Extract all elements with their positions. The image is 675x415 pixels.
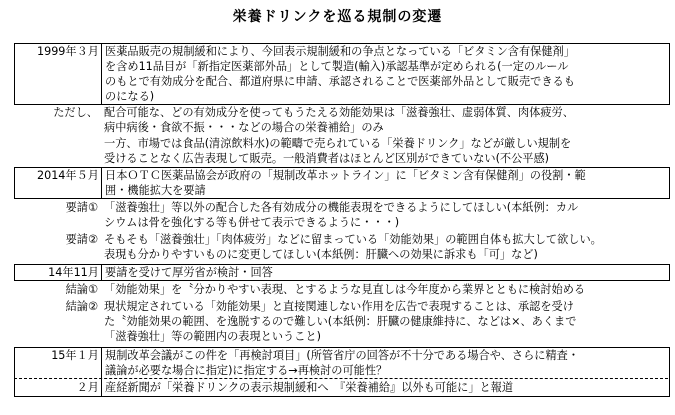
row-text-line: 現状規定されている「効能効果」と直接関連しない作用を広告で表現することは、承認を受け	[104, 300, 574, 313]
row-text-line: 規制改革会議がこの件を「再検討項目」(所管省庁の回答が不十分である場合や、さらに精査・	[105, 349, 580, 362]
row-note-label: ただし、	[53, 106, 98, 119]
row-date: 14年11月	[48, 266, 99, 279]
row-text-line: シウムは骨を強化する等も併せて表示できるように・・・)	[104, 216, 400, 229]
row-text-line: 議論が必要な場合に指定)に指定する→再検討の可能性？	[105, 364, 388, 377]
row-request-label: 要請②	[65, 233, 98, 246]
timeline-row-2014-05	[14, 167, 670, 199]
row-text-line: 「効能効果」を〝分かりやすい表現、とするような見直しは今年度から業界とともに検討始める	[104, 283, 586, 296]
row-conclusion-label: 結論①	[65, 283, 98, 296]
timeline-row-2014-11	[14, 264, 670, 281]
timeline-row-note	[14, 105, 668, 135]
row-text-line: そもそも「滋養強壮」「肉体疲労」などに留まっている「効能効果」の範囲自体も拡大して欲しい。	[104, 233, 602, 246]
timeline-row-market	[14, 136, 668, 166]
timeline-row-conclusion-1	[14, 282, 668, 297]
column-divider	[101, 265, 102, 280]
row-text-line: 受けることなく広告表現して販売。一般消費者はほとんど区別ができていない(不公平感)	[104, 152, 550, 165]
row-text-line: を含め11品目が「新指定医薬部外品」として製造(輸入)承認基準が定められる(一定のルール	[105, 60, 569, 73]
row-conclusion-label: 結論②	[65, 300, 98, 313]
row-date: 2014年５月	[36, 169, 99, 182]
row-text-line: 日本ＯＴＣ医薬品協会が政府の「規制改革ホットライン」に「ビタミン含有保健剤」の役割・範	[105, 169, 586, 182]
row-text-line: 配合可能な、どの有効成分を使ってもうたえる効能効果は「滋養強壮、虚弱体質、肉体疲労、	[104, 106, 574, 119]
column-divider	[101, 168, 102, 198]
page-title: 栄養ドリンクを巡る規制の変遷	[232, 9, 443, 25]
row-text-line: 「滋養強壮」等の範囲内の表現ということ)	[104, 330, 321, 343]
timeline-row-request-1	[14, 200, 668, 230]
row-text-line: 病中病後・食欲不振・・・などの場合の栄養補給」のみ	[104, 121, 384, 134]
row-request-label: 要請①	[65, 201, 98, 214]
row-text-line: 「滋養強壮」等以外の配合した各有効成分の機能表現をできるようにしてほしい(本紙例：カル	[104, 201, 579, 214]
row-text-line: 要請を受けて厚労省が検討・回答	[105, 266, 273, 279]
column-divider	[101, 44, 102, 104]
row-text-line: 医薬品販売の規制緩和により、今回表示規制緩和の争点となっている「ビタミン含有保健剤」	[105, 45, 575, 58]
row-date: ２月	[76, 381, 99, 394]
row-date: 15年１月	[51, 349, 99, 362]
row-text-line: 一方、市場では食品(清涼飲料水)の範疇で売られている「栄養ドリンク」などが厳しい規制を	[104, 137, 572, 150]
timeline-row-conclusion-2	[14, 299, 668, 344]
row-text-line: 表現も分かりやすいものに変更してほしい(本紙例：肝臓への効果に訴求も「可」など)	[104, 248, 538, 261]
row-text-line: 囲・機能拡大を要請	[105, 184, 206, 197]
row-text-line: 産経新聞が「栄養ドリンクの表示規制緩和へ 『栄養補給』以外も可能に」と報道	[105, 381, 514, 394]
dashed-divider	[14, 378, 668, 379]
row-date: 1999年３月	[36, 45, 99, 58]
timeline-row-1999-03	[14, 43, 670, 105]
row-text-line: た〝効能効果の範囲、を逸脱するので難しい(本紙例：肝臓の健康維持に、などは×、あくまで	[104, 315, 577, 328]
timeline-row-2015	[14, 347, 670, 397]
column-divider	[101, 348, 102, 396]
timeline-row-request-2	[14, 232, 668, 262]
row-text-line: のもとで有効成分を配合、都道府県に申請、承認されることで医薬部外品として販売できるも	[105, 75, 575, 88]
row-text-line: のになる)	[105, 90, 155, 103]
